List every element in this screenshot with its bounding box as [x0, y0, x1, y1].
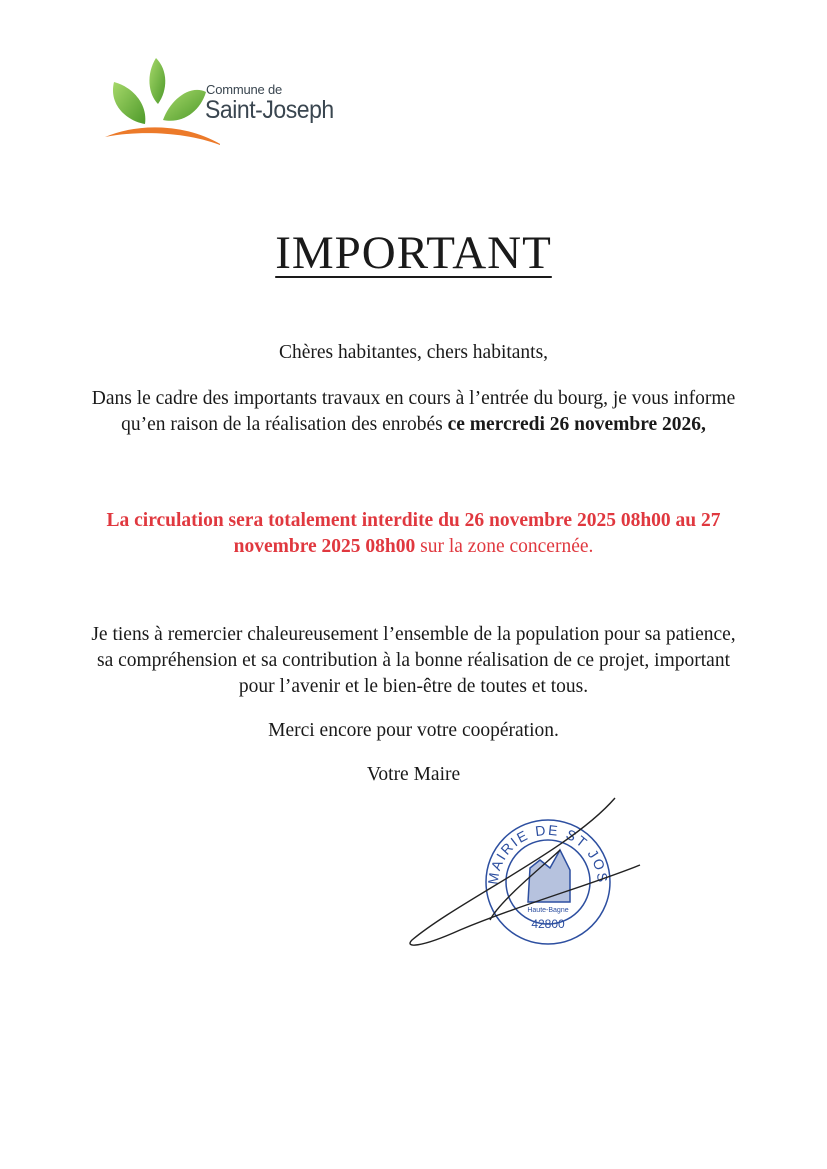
intro-date: ce mercredi 26 novembre 2026,: [447, 414, 706, 435]
intro-paragraph: [90, 386, 737, 438]
sprout-logo-icon: [100, 52, 220, 162]
stamp-ring-text: MAIRIE DE ST JOS: [484, 821, 612, 886]
commune-logo: [100, 52, 370, 162]
logo-title: Saint-Joseph: [205, 96, 334, 124]
notice-rest: sur la zone concernée.: [415, 536, 594, 557]
closing-line: Merci encore pour votre coopération.: [268, 720, 559, 741]
notice-bold: La circulation sera totalement interdite du 26 novembre 2025 08h00 au 27 novembre 2025 08h00: [106, 510, 721, 557]
title-text: IMPORTANT: [275, 227, 552, 279]
stamp-postal-code: 42800: [531, 917, 565, 931]
stamp-inner-text: Haute-Bagne: [527, 907, 569, 914]
traffic-notice: [90, 508, 737, 560]
stamp-and-signature: [400, 790, 660, 960]
logo-subtitle: Commune de: [206, 82, 283, 97]
signature-line: Votre Maire: [366, 764, 461, 785]
thanks-paragraph: Je tiens à remercier chaleureusement l’ensemble de la population pour sa patience, sa compréhension et sa contribution à la bonne réalisation de ce projet, important pour l’avenir et le bien-être de toutes et tous.: [91, 624, 736, 697]
intro-text: Dans le cadre des importants travaux en cours à l’entrée du bourg, je vous informe qu’en raison de la réalisation des enrobés: [91, 388, 736, 435]
greeting: Chères habitantes, chers habitants,: [278, 342, 549, 363]
signature-stamp-icon: [400, 790, 660, 960]
page-title: [0, 226, 827, 280]
